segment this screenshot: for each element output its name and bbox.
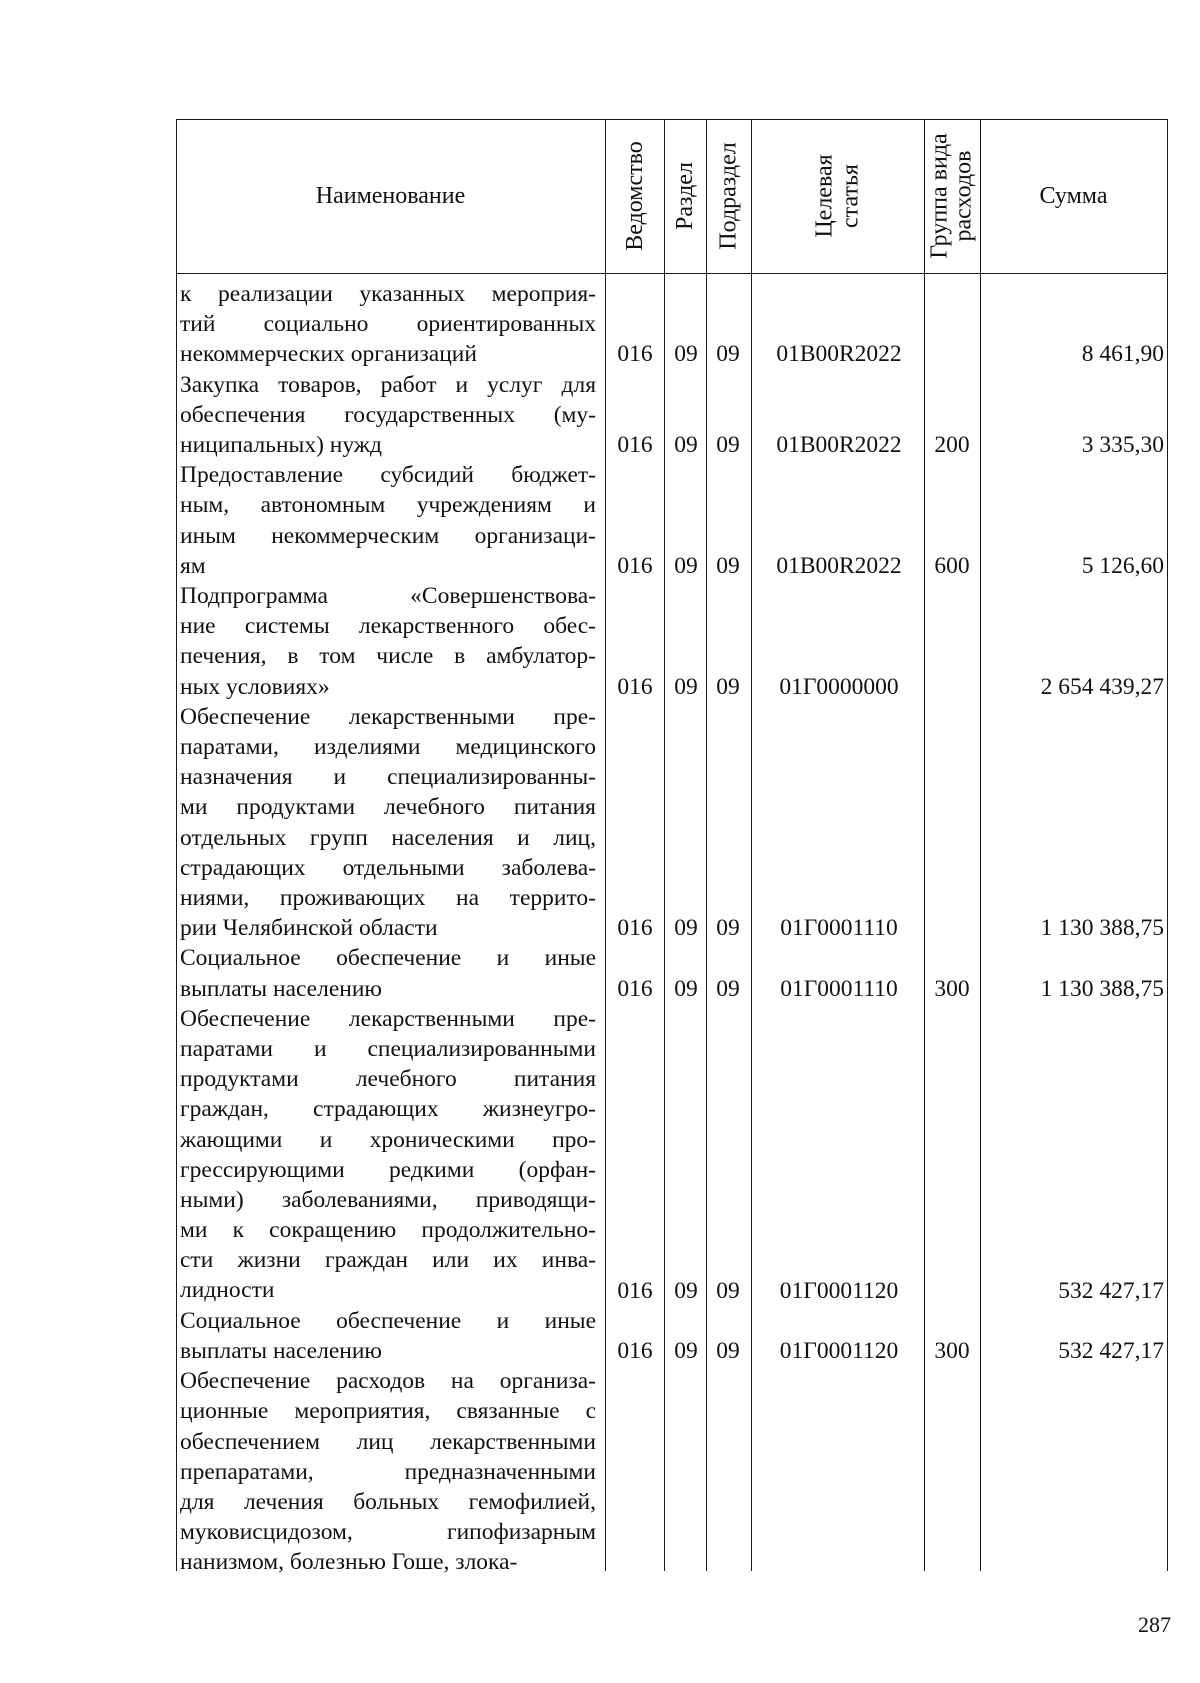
row-name-line: назначения и специализированны- (180, 764, 596, 791)
row-vedomstvo: 016 (617, 432, 653, 458)
col-line (1167, 119, 1168, 1571)
row-vedomstvo: 016 (617, 673, 653, 700)
row-razdel: 09 (674, 1338, 698, 1364)
row-celevaya-statya: 01Г0001110 (780, 915, 898, 942)
budget-table (176, 119, 1168, 1576)
header-gruppa-line1: Группа вида (927, 133, 953, 259)
row-celevaya-statya: 01Г0000000 (779, 673, 899, 700)
row-razdel: 09 (674, 915, 698, 942)
row-razdel: 09 (674, 341, 698, 368)
row-celevaya-statya: 01B00R2022 (776, 341, 902, 368)
col-line (924, 119, 925, 1571)
row-name (180, 1004, 596, 1306)
row-name-line: Обеспечение лекарственными пре- (180, 1005, 596, 1032)
header-celevaya-label (811, 154, 863, 237)
header-podrazdel (706, 119, 751, 273)
row-celevaya-statya: 01Г0001120 (779, 1338, 899, 1364)
row-name-line: Подпрограмма «Совершенствова- (180, 583, 596, 609)
header-name-label: Наименование (315, 182, 466, 209)
col-line (605, 119, 606, 1571)
row-name (180, 279, 596, 370)
row-celevaya-statya: 01B00R2022 (776, 552, 902, 579)
row-name-line: тий социально ориентированных (180, 311, 596, 338)
row-razdel: 09 (674, 975, 698, 1002)
header-razdel-label: Раздел (672, 162, 699, 230)
row-name-line: граждан, страдающих жизнеугро- (180, 1096, 596, 1123)
row-razdel: 09 (674, 1277, 698, 1304)
row-name-line: ционные мероприятия, связанные с (180, 1398, 596, 1425)
row-name-line: препаратами, предназначенными (180, 1458, 596, 1485)
row-name-line: для лечения больных гемофилией, (180, 1488, 596, 1515)
row-name (180, 581, 596, 702)
row-name-line: ми продуктами лечебного питания (180, 794, 596, 821)
row-gruppa: 600 (934, 552, 970, 579)
row-name-line: отдельных групп населения и лиц, (180, 824, 596, 851)
row-razdel: 09 (674, 673, 698, 700)
header-gruppa-line2: расходов (951, 150, 977, 242)
row-name-line: Обеспечение лекарственными пре- (180, 703, 596, 730)
row-name-line: лидности (180, 1277, 275, 1304)
row-name-line: к реализации указанных мероприя- (180, 281, 596, 307)
row-name-line: рии Челябинской области (180, 915, 438, 942)
row-podrazdel: 09 (716, 1338, 740, 1364)
row-name-line: выплаты населению (180, 1337, 382, 1364)
row-summa: 1 130 388,75 (1040, 975, 1164, 1002)
row-summa: 2 654 439,27 (1040, 673, 1164, 700)
row-summa: 3 335,30 (1081, 432, 1164, 458)
row-vedomstvo: 016 (617, 1277, 653, 1304)
row-name-line: ниями, проживающих на террито- (180, 884, 596, 911)
row-name-line: Предоставление субсидий бюджет- (180, 462, 596, 489)
col-line (176, 119, 177, 1571)
row-name-line: Социальное обеспечение и иные (180, 945, 596, 972)
row-summa: 532 427,17 (1058, 1338, 1164, 1364)
row-name-line: нанизмом, болезнью Гоше, злока- (180, 1549, 518, 1576)
row-name-line: жающими и хроническими про- (180, 1126, 596, 1153)
row-name (180, 1366, 596, 1577)
row-celevaya-statya: 01Г0001120 (779, 1277, 899, 1304)
row-name-line: выплаты населению (180, 975, 382, 1002)
header-name (176, 119, 605, 273)
header-celevaya-line2: статья (837, 164, 864, 228)
row-name-line: продуктами лечебного питания (180, 1066, 596, 1093)
row-name-line: ние системы лекарственного обес- (180, 613, 596, 640)
row-vedomstvo: 016 (617, 341, 653, 368)
row-name (180, 460, 596, 581)
header-summa (980, 119, 1167, 273)
row-name-line: Социальное обеспечение и иные (180, 1307, 596, 1334)
row-podrazdel: 09 (716, 1277, 740, 1304)
header-bottom-border (176, 273, 1168, 274)
col-line (751, 119, 752, 1571)
header-celevaya-line1: Целевая (811, 154, 838, 238)
row-name-line: паратами, изделиями медицинского (180, 733, 596, 760)
row-name-line: Обеспечение расходов на организа- (180, 1368, 596, 1395)
row-name-line: ми к сокращению продолжительно- (180, 1217, 596, 1244)
col-line (706, 119, 707, 1571)
row-celevaya-statya: 01B00R2022 (776, 432, 902, 458)
row-name-line: муковисцидозом, гипофизарным (180, 1519, 596, 1546)
header-podrazdel-label: Подраздел (715, 142, 742, 250)
row-podrazdel: 09 (716, 915, 740, 942)
row-name-line: страдающих отдельными заболева- (180, 854, 596, 881)
row-vedomstvo: 016 (617, 915, 653, 942)
header-razdel (664, 119, 706, 273)
row-razdel: 09 (674, 432, 698, 458)
header-summa-label: Сумма (1039, 182, 1108, 209)
row-vedomstvo: 016 (617, 552, 653, 579)
row-celevaya-statya: 01Г0001110 (780, 975, 898, 1002)
col-line (664, 119, 665, 1571)
header-gruppa (924, 119, 980, 273)
row-name-line: Закупка товаров, работ и услуг для (180, 371, 596, 398)
row-podrazdel: 09 (716, 552, 740, 579)
header-vedomstvo (605, 119, 664, 273)
row-summa: 1 130 388,75 (1040, 915, 1164, 942)
row-name-line: обеспечением лиц лекарственными (180, 1428, 596, 1455)
header-vedomstvo-label: Ведомство (621, 141, 648, 251)
row-gruppa: 300 (934, 1338, 970, 1364)
row-name-line: ям (180, 552, 206, 579)
row-name-line: грессирующими редкими (орфан- (180, 1156, 596, 1183)
row-podrazdel: 09 (716, 341, 740, 368)
row-name-line: сти жизни граждан или их инва- (180, 1247, 596, 1274)
row-name-line: некоммерческих организаций (180, 341, 477, 368)
row-name-line: иным некоммерческим организаци- (180, 522, 596, 549)
row-name-line: обеспечения государственных (му- (180, 401, 596, 428)
row-summa: 5 126,60 (1081, 552, 1164, 579)
row-name (180, 943, 596, 1003)
row-gruppa: 300 (934, 975, 970, 1002)
row-summa: 8 461,90 (1081, 341, 1164, 368)
row-summa: 532 427,17 (1058, 1277, 1164, 1304)
row-podrazdel: 09 (716, 432, 740, 458)
row-podrazdel: 09 (716, 673, 740, 700)
row-name-line: ных условиях» (180, 673, 330, 700)
row-name-line: печения, в том числе в амбулатор- (180, 643, 596, 670)
row-name-line: ным, автономным учреждениям и (180, 492, 596, 519)
row-name (180, 702, 596, 944)
header-celevaya (751, 119, 924, 273)
row-name (180, 1306, 596, 1366)
header-gruppa-label (928, 133, 976, 258)
row-razdel: 09 (674, 552, 698, 579)
row-vedomstvo: 016 (617, 975, 653, 1002)
col-line (980, 119, 981, 1571)
row-name (180, 370, 596, 461)
row-name-line: паратами и специализированными (180, 1035, 596, 1062)
row-name-line: ниципальных) нужд (180, 431, 382, 458)
row-podrazdel: 09 (716, 975, 740, 1002)
row-vedomstvo: 016 (617, 1338, 653, 1364)
page-number: 287 (1138, 1612, 1171, 1637)
row-name-line: ными) заболеваниями, приводящи- (180, 1186, 596, 1213)
row-gruppa: 200 (934, 432, 970, 458)
